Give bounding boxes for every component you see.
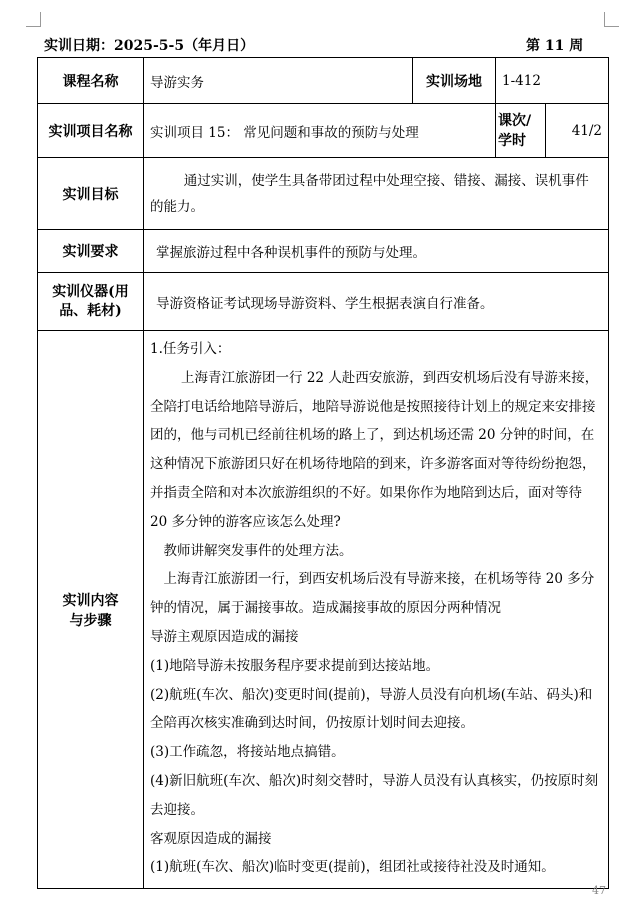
goal-value: 通过实训，使学生具备带团过程中处理空接、错接、漏接、误机事件的能力。 [144,158,609,230]
site-value: 1-412 [496,58,609,104]
content-paragraph: 1.任务引入： [150,341,231,357]
page-number: 47 [592,884,606,897]
requirement-label: 实训要求 [38,230,144,273]
content-paragraph: (2)航班(车次、船次)变更时间(提前)，导游人员没有向机场(车站、码头)和全陪再次核实准确到达时间，仍按原计划时间去迎接。 [150,686,593,732]
content-paragraph: (4)新旧航班(车次、船次)时刻交替时，导游人员没有认真核实，仍按原时刻去迎接。 [150,772,599,818]
content-paragraph: (1)航班(车次、船次)临时变更(提前)，组团社或接待社没及时通知。 [150,859,555,876]
content-paragraph: (3)工作疏忽，将接站地点搞错。 [150,744,345,761]
equipment-value: 导游资格证考试现场导游资料、学生根据表演自行准备。 [144,273,609,331]
content-paragraph: 导游主观原因造成的漏接 [150,628,299,645]
crop-mark [604,12,619,27]
equipment-label: 实训仪器(用品、耗材) [38,273,144,331]
site-label: 实训场地 [413,58,496,104]
course-value: 导游实务 [144,58,413,104]
session-label: 课次/学时 [496,104,546,158]
crop-mark [26,12,41,27]
content-paragraph: 教师讲解突发事件的处理方法。 [163,542,353,559]
content-paragraph: 上海青江旅游团一行，到西安机场后没有导游来接，在机场等待 20 多分钟的情况，属于漏接事故。造成漏接事故的原因分两种情况 [150,571,595,617]
goal-label: 实训目标 [38,158,144,230]
content-paragraph: 客观原因造成的漏接 [150,830,272,847]
content-paragraph: 上海青江旅游团一行 22 人赴西安旅游，到西安机场后没有导游来接，全陪打电话给地陪导游后，地陪导游说他是按照接待计划上的规定来安排接团的，他与司机已经前往机场的路上了，到达机场还需 20 分钟的时间，在这种情况下旅游团只好在机场待地陪的到来，许多游客面对等待纷纷抱怨，并指责全陪和对本次旅游组织的不好。如果你作为地陪到达后，面对等待 20 多分钟的游客应该怎么处理? [150,369,599,530]
session-value: 41/2 [546,104,609,158]
training-date: 实训日期：2025-5-5（年月日） [44,38,255,54]
week-number: 第 11 周 [526,38,584,54]
training-table [37,57,609,889]
content-paragraph: (1)地陪导游未按服务程序要求提前到达接站地。 [150,657,440,674]
project-label: 实训项目名称 [38,104,144,158]
content-body [144,331,609,889]
course-label: 课程名称 [38,58,144,104]
requirement-value: 掌握旅游过程中各种误机事件的预防与处理。 [144,230,609,273]
project-value: 实训项目 15： 常见问题和事故的预防与处理 [144,104,496,158]
content-label: 实训内容与步骤 [38,331,144,889]
